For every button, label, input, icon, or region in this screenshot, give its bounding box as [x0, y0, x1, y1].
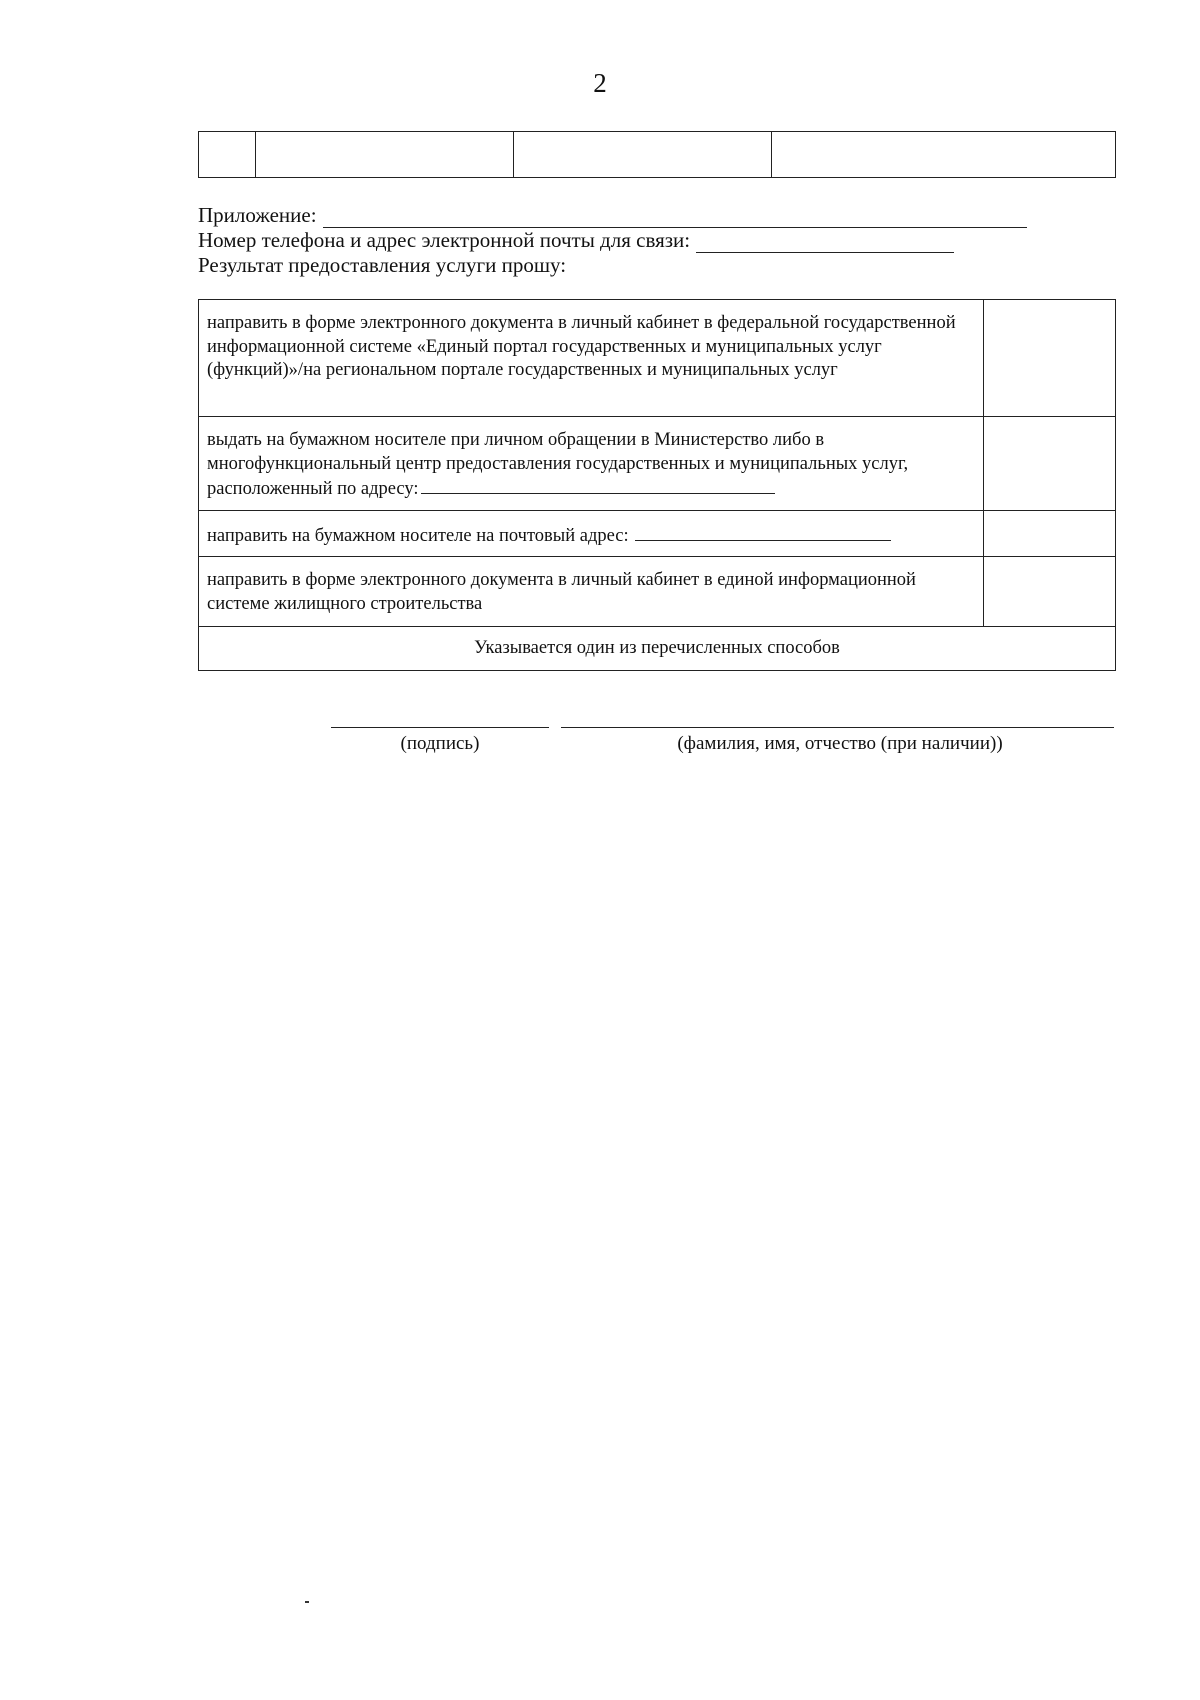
option-epgu-checkbox[interactable]: [984, 300, 1116, 417]
contact-line: [198, 228, 1138, 253]
table-cell[interactable]: [256, 132, 514, 178]
option-eisgs-checkbox[interactable]: [984, 557, 1116, 627]
page-number: 2: [593, 68, 607, 98]
delivery-note: Указывается один из перечисленных способов: [199, 627, 1116, 671]
table-cell[interactable]: [772, 132, 1116, 178]
attachment-line: [198, 203, 1138, 228]
address-blank-field[interactable]: [421, 476, 775, 494]
full-name-field[interactable]: [561, 727, 1114, 728]
option-paper-in-person-text: выдать на бумажном носителе при личном обращении в Министерство либо в многофункциональный центр предоставления государственных и муниципальных услуг, расположенный по адресу:: [207, 430, 909, 499]
table-row: [199, 627, 1116, 671]
table-row: [199, 510, 1116, 557]
delivery-method-table: [198, 299, 1116, 671]
table-row: [199, 557, 1116, 627]
table-row: [199, 132, 1116, 178]
contact-label: Номер телефона и адрес электронной почты для связи:: [198, 228, 691, 252]
attachment-label: Приложение:: [198, 203, 317, 227]
signature-caption: (подпись): [400, 733, 480, 754]
option-epgu-text: направить в форме электронного документа в личный кабинет в федеральной государственной информационной системе «Единый портал государственных и муниципальных услуг (функций)»/на региональном портале государственных и муниципальных услуг: [199, 300, 984, 417]
signature-field[interactable]: [331, 727, 549, 728]
option-paper-mail-checkbox[interactable]: [984, 510, 1116, 557]
full-name-caption: (фамилия, имя, отчество (при наличии)): [677, 733, 1003, 754]
option-eisgs-text: направить в форме электронного документа в личный кабинет в единой информационной системе жилищного строительства: [199, 557, 984, 627]
option-paper-in-person-cell: [199, 417, 984, 511]
option-paper-mail-text: направить на бумажном носителе на почтовый адрес:: [207, 525, 629, 546]
option-paper-mail-cell: [199, 510, 984, 557]
result-line: [198, 253, 1138, 278]
form-fields: [198, 203, 1138, 278]
postal-address-blank-field[interactable]: [635, 523, 891, 541]
table-row: [199, 417, 1116, 511]
table-cell[interactable]: [199, 132, 256, 178]
attachment-blank-field[interactable]: [323, 209, 1027, 228]
scan-artifact: [305, 1601, 309, 1603]
option-paper-in-person-checkbox[interactable]: [984, 417, 1116, 511]
top-table-fragment: [198, 131, 1116, 178]
table-cell[interactable]: [514, 132, 772, 178]
result-label: Результат предоставления услуги прошу:: [198, 253, 567, 277]
table-row: [199, 300, 1116, 417]
contact-blank-field[interactable]: [696, 234, 954, 253]
